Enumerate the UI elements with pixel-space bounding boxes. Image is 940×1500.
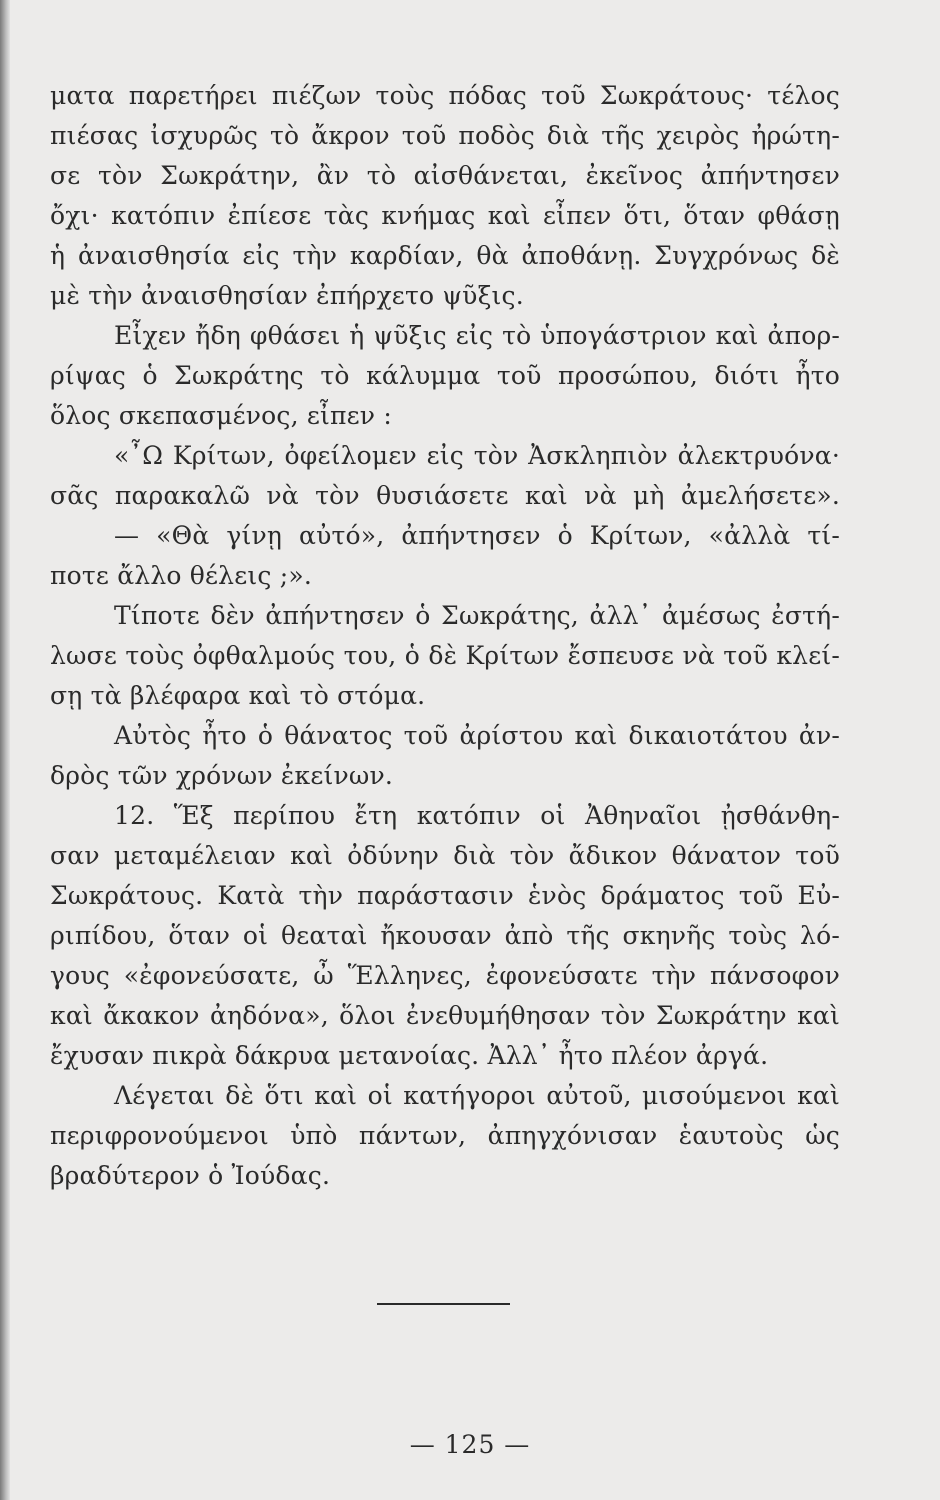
text-line: ὅλος σκεπασμένος, εἶπεν : (50, 401, 392, 430)
text-line: δρὸς τῶν χρόνων ἐκείνων. (50, 761, 394, 790)
text-line: ὄχι· κατόπιν ἐπίεσε τὰς κνήμας καὶ εἶπεν ὅτι, ὅταν φθάσῃ (50, 201, 840, 230)
scan-edge-shadow (0, 0, 10, 1500)
text-line: ἡ ἀναισθησία εἰς τὴν καρδίαν, θὰ ἀποθάνῃ. Συγχρόνως δὲ (50, 241, 840, 270)
text-line: σαν μεταμέλειαν καὶ ὀδύνην διὰ τὸν ἄδικον θάνατον τοῦ (50, 841, 840, 870)
text-line: Σωκράτους. Κατὰ τὴν παράστασιν ἑνὸς δράματος τοῦ Εὐ- (50, 881, 840, 910)
text-line: σε τὸν Σωκράτην, ἂν τὸ αἰσθάνεται, ἐκεῖνος ἀπήντησεν (50, 161, 840, 190)
text-line: ματα παρετήρει πιέζων τοὺς πόδας τοῦ Σωκράτους· τέλος (50, 81, 840, 110)
text-line: σᾶς παρακαλῶ νὰ τὸν θυσιάσετε καὶ νὰ μὴ ἀμελήσετε». (50, 481, 840, 510)
text-line: ρίψας ὁ Σωκράτης τὸ κάλυμμα τοῦ προσώπου, διότι ἦτο (50, 361, 840, 390)
text-line: Λέγεται δὲ ὅτι καὶ οἱ κατήγοροι αὐτοῦ, μισούμενοι καὶ (114, 1081, 840, 1110)
text-line: — «Θὰ γίνῃ αὐτό», ἀπήντησεν ὁ Κρίτων, «ἀλλὰ τί- (114, 521, 840, 550)
page-body-text (50, 76, 840, 1196)
text-line: ριπίδου, ὅταν οἱ θεαταὶ ἤκουσαν ἀπὸ τῆς σκηνῆς τοὺς λό- (50, 921, 840, 950)
text-line: Τίποτε δὲν ἀπήντησεν ὁ Σωκράτης, ἀλλ᾽ ἀμέσως ἐστή- (114, 601, 840, 630)
text-line: ποτε ἄλλο θέλεις ;». (50, 561, 312, 590)
text-line: Αὐτὸς ἦτο ὁ θάνατος τοῦ ἀρίστου καὶ δικαιοτάτου ἀν- (114, 721, 840, 750)
text-line: βραδύτερον ὁ Ἰούδας. (50, 1161, 331, 1190)
text-line: Εἶχεν ἤδη φθάσει ἡ ψῦξις εἰς τὸ ὑπογάστριον καὶ ἀπορ- (114, 321, 840, 350)
text-line: σῃ τὰ βλέφαρα καὶ τὸ στόμα. (50, 681, 426, 710)
text-line: λωσε τοὺς ὀφθαλμούς του, ὁ δὲ Κρίτων ἔσπευσε νὰ τοῦ κλεί- (50, 641, 840, 670)
page-number: — 125 — (409, 1430, 531, 1459)
text-line: μὲ τὴν ἀναισθησίαν ἐπήρχετο ψῦξις. (50, 281, 524, 310)
text-line: περιφρονούμενοι ὑπὸ πάντων, ἀπηγχόνισαν ἑαυτοὺς ὡς (50, 1121, 840, 1150)
text-line: πιέσας ἰσχυρῶς τὸ ἄκρον τοῦ ποδὸς διὰ τῆς χειρὸς ἠρώτη- (50, 121, 840, 150)
text-line: «῏Ω Κρίτων, ὀφείλομεν εἰς τὸν Ἀσκληπιὸν ἀλεκτρυόνα· (114, 441, 840, 470)
text-line: γους «ἐφονεύσατε, ὦ Ἕλληνες, ἐφονεύσατε τὴν πάνσοφον (50, 961, 840, 990)
text-line: καὶ ἄκακον ἀηδόνα», ὅλοι ἐνεθυμήθησαν τὸν Σωκράτην καὶ (50, 1001, 840, 1030)
section-divider-rule (377, 1303, 510, 1305)
text-line: 12. Ἕξ περίπου ἔτη κατόπιν οἱ Ἀθηναῖοι ᾐσθάνθη- (114, 801, 840, 830)
text-line: ἔχυσαν πικρὰ δάκρυα μετανοίας. Ἀλλ᾽ ἦτο πλέον ἀργά. (50, 1041, 769, 1070)
